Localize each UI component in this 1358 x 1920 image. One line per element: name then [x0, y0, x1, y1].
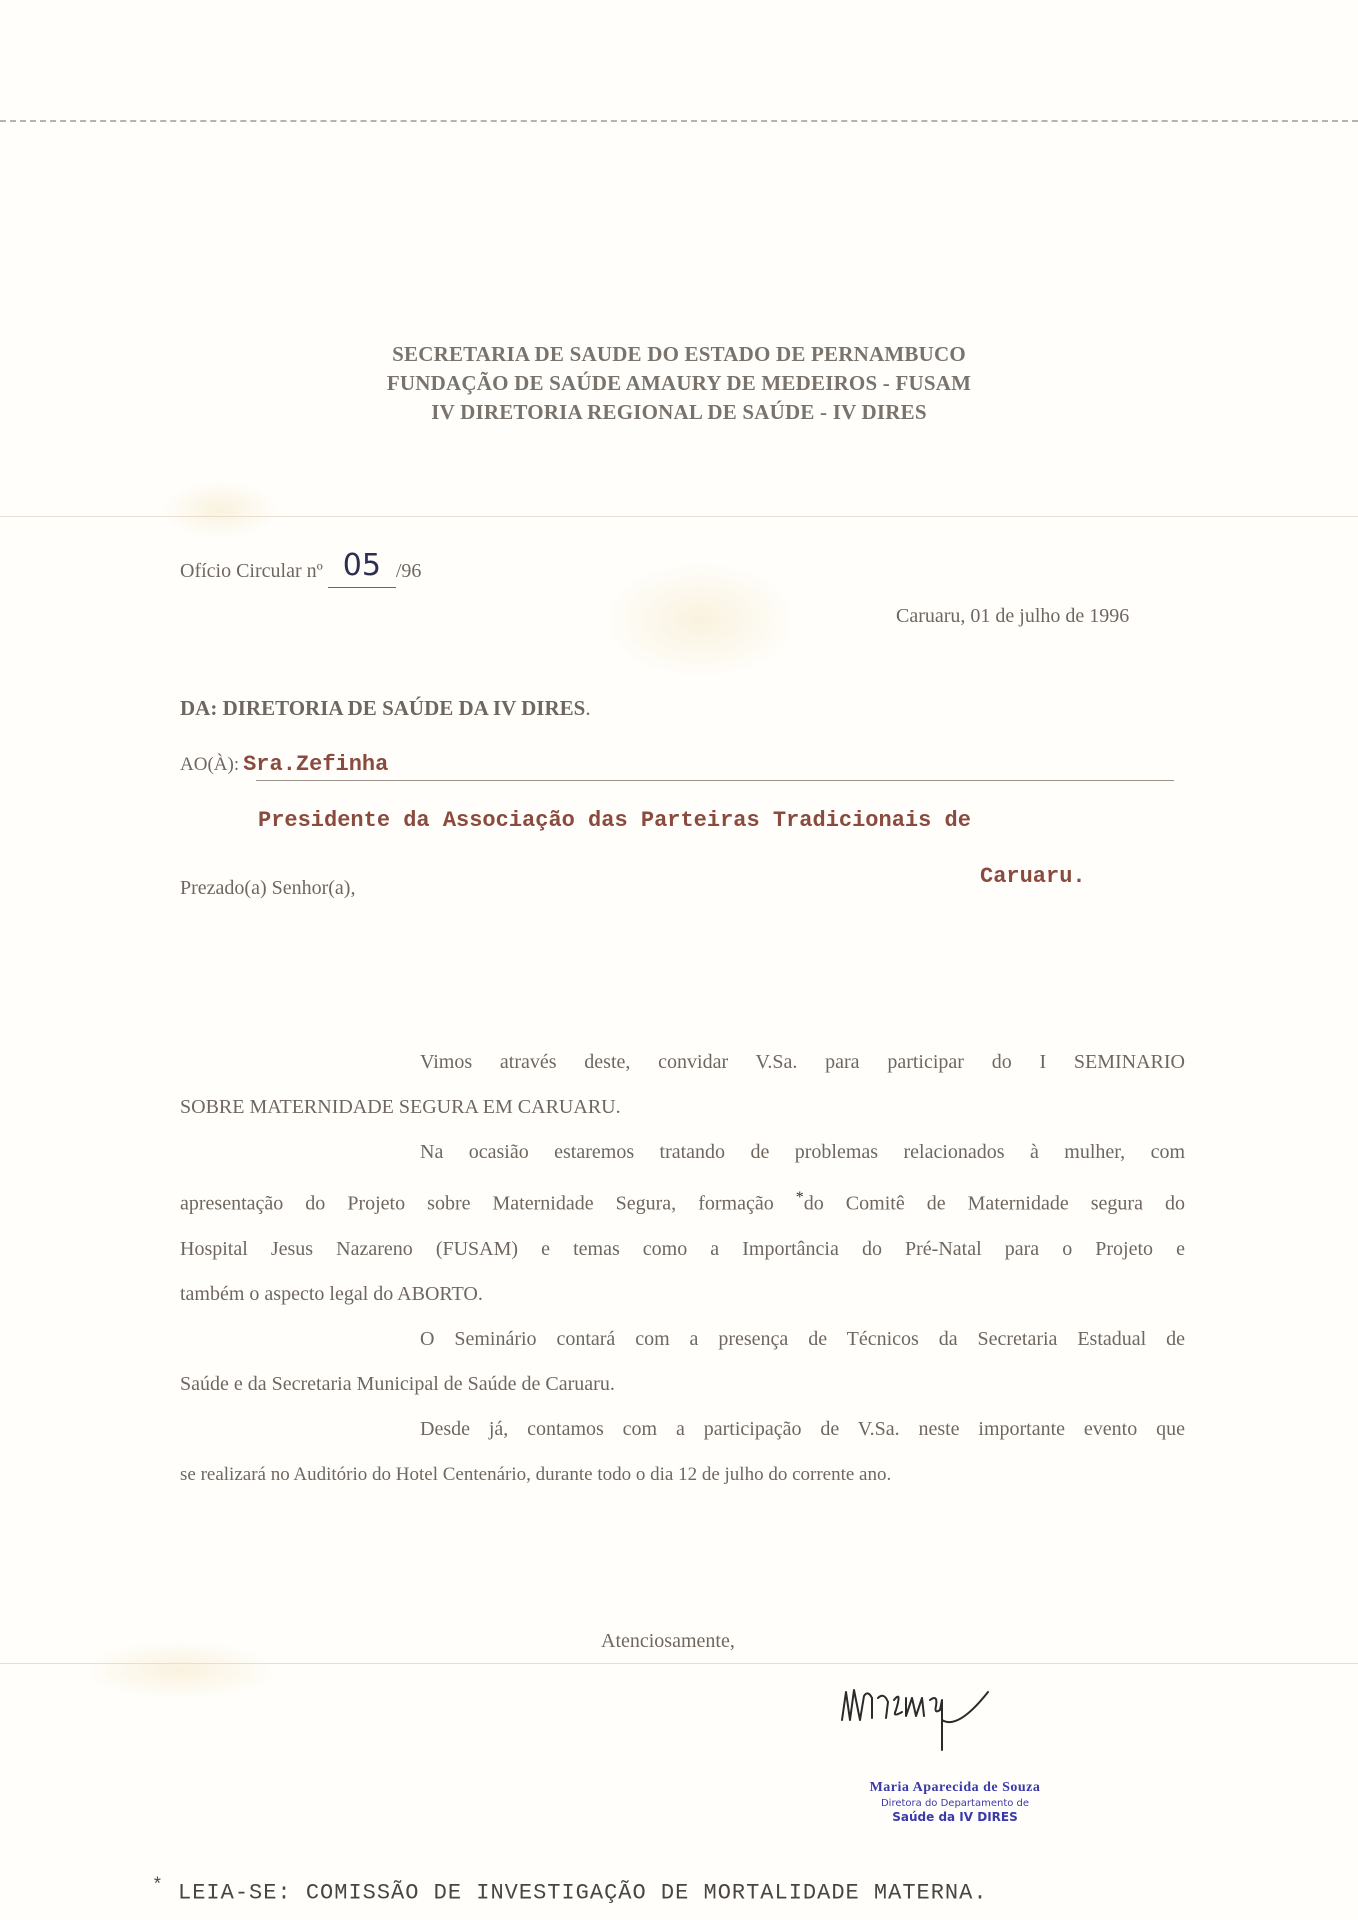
footnote-marker: *	[152, 1876, 164, 1896]
closing: Atenciosamente,	[601, 1630, 735, 1652]
from-label: DA:	[180, 696, 218, 720]
stamp-role-line-2: Saúde da IV DIRES	[892, 1810, 1018, 1824]
letterhead-line-2: FUNDAÇÃO DE SAÚDE AMAURY DE MEDEIROS - FUSAM	[386, 371, 972, 395]
stamp-role-line-1: Diretora do Departamento de	[880, 1798, 1030, 1809]
paper-stain	[80, 1640, 280, 1700]
perforation-line	[0, 120, 1358, 122]
signature-scribble-icon	[838, 1680, 1038, 1760]
recipient-title-line-2: Caruaru.	[980, 864, 1086, 889]
to-label: AO(À):	[180, 754, 240, 775]
letterhead-line-1: SECRETARIA DE SAUDE DO ESTADO DE PERNAMBUCO	[392, 342, 966, 366]
paragraph-3-line-2: Saúde e da Secretaria Municipal de Saúde de Caruaru.	[180, 1372, 615, 1395]
handwritten-number: 05	[342, 548, 381, 583]
paragraph-3-line-1: O Seminário contará com a presença de Técnicos da Secretaria Estadual de	[420, 1327, 1185, 1350]
paragraph-2-line-1: Na ocasião estaremos tratando de problemas relacionados à mulher, com	[420, 1141, 1185, 1163]
date-line: Caruaru, 01 de julho de 1996	[896, 605, 1130, 627]
salutation: Prezado(a) Senhor(a),	[180, 877, 356, 899]
from-value: DIRETORIA DE SAÚDE DA IV DIRES	[222, 696, 586, 720]
paragraph-2-line-3: Hospital Jesus Nazareno (FUSAM) e temas como a Importância do Pré-Natal para o Projeto e	[180, 1237, 1185, 1260]
paragraph-1-line-2: SOBRE MATERNIDADE SEGURA EM CARUARU.	[180, 1096, 621, 1118]
stamp-name: Maria Aparecida de Souza	[869, 1780, 1041, 1795]
reference-label: Ofício Circular nº	[180, 560, 323, 582]
footnote	[152, 1876, 988, 1905]
paragraph-1-line-1: Vimos através deste, convidar V.Sa. para participar do I SEMINARIO	[420, 1051, 1185, 1073]
footnote-text: LEIA-SE: COMISSÃO DE INVESTIGAÇÃO DE MORTALIDADE MATERNA.	[178, 1880, 988, 1906]
recipient-title-line-1: Presidente da Associação das Parteiras Tradicionais de	[258, 808, 971, 833]
letterhead	[0, 340, 1358, 427]
recipient-underline	[256, 780, 1174, 781]
reference-number-field	[328, 548, 396, 588]
paragraph-4-line-2: se realizará no Auditório do Hotel Centenário, durante todo o dia 12 de julho do corrente ano.	[180, 1463, 892, 1485]
letterhead-line-3: IV DIRETORIA REGIONAL DE SAÚDE - IV DIRES	[431, 400, 927, 424]
reference-year: /96	[395, 560, 422, 582]
from-line: DA: DIRETORIA DE SAÚDE DA IV DIRES.	[180, 696, 591, 720]
asterisk-marker: *	[795, 1189, 804, 1206]
paragraph-4-line-1: Desde já, contamos com a participação de V.Sa. neste importante evento que	[420, 1417, 1185, 1440]
handwritten-signature	[838, 1680, 1038, 1760]
paragraph-2-line-2: apresentação do Projeto sobre Maternidade Segura, formação *do Comitê de Maternidade segura do	[180, 1189, 1185, 1215]
paper-stain	[600, 560, 800, 680]
paper-stain	[160, 480, 280, 540]
recipient-name: Sra.Zefinha	[243, 752, 389, 777]
to-line	[180, 752, 1180, 777]
reference-number	[180, 550, 421, 586]
signature-stamp	[820, 1780, 1090, 1824]
paragraph-2-line-4: também o aspecto legal do ABORTO.	[180, 1282, 483, 1305]
letter-body	[180, 1040, 1185, 1497]
